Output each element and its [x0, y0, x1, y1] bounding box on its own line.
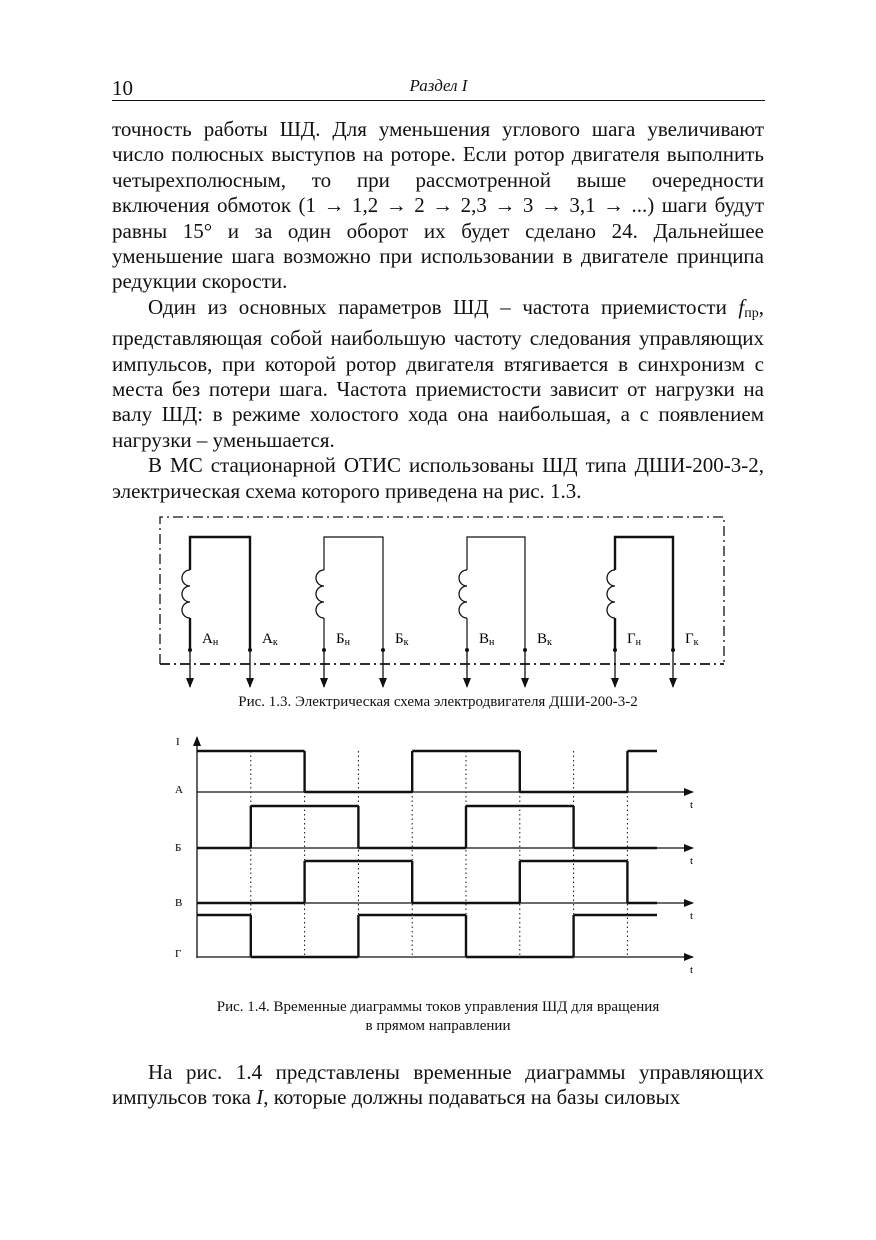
winding-start-label: Гн [627, 631, 642, 648]
current-axis-label: I [176, 736, 180, 748]
figure-1-3-caption: Рис. 1.3. Электрическая схема электродвигателя ДШИ-200-3-2 [238, 694, 638, 710]
winding-start-label: Вн [479, 631, 495, 648]
paragraph-4-end: , которые должны подаваться на базы силовых [263, 1085, 681, 1110]
series-label: Г [175, 948, 182, 960]
body-text-continued [112, 1060, 764, 1111]
winding-end-label: Вк [537, 631, 552, 648]
series-3 [175, 861, 693, 922]
figure-1-4-caption-line-1: Рис. 1.4. Временные диаграммы токов управления ШД для вращения [216, 999, 660, 1015]
section-title: Раздел I [409, 76, 468, 95]
series-label: А [175, 784, 183, 796]
time-axis-label: t [690, 910, 694, 922]
time-axis-label: t [690, 855, 694, 867]
winding-end-label: Гк [685, 631, 699, 648]
time-axis-label: t [690, 964, 694, 976]
symbol-i: I [256, 1085, 264, 1110]
paragraph-4-start: На рис. 1.4 представлены временные диаграммы управляющих импульсов тока [112, 1060, 764, 1110]
phase-gridlines [251, 751, 628, 958]
time-axis-label: t [690, 799, 694, 811]
winding-start-label: Ан [202, 631, 219, 648]
symbol-f: f [738, 294, 745, 319]
series-4 [175, 915, 693, 976]
winding-start-label: Бн [336, 631, 350, 648]
paragraph-3: В МС стационарной ОТИС использованы ШД типа ДШИ-200-3-2, электрическая схема которого приведена на рис. 1.3. [112, 453, 764, 503]
series-label: В [175, 897, 183, 909]
winding-end-label: Бк [395, 631, 409, 648]
winding-end-label: Ак [262, 631, 278, 648]
figure-1-4-caption-line-2: в прямом направлении [365, 1017, 511, 1034]
symbol-f-subscript: пр [744, 305, 759, 321]
paragraph-2-end: , представляющая собой наибольшую частоту следования управляющих импульсов, при которой ротор двигателя втягивается в синхронизм с места без потери шага. Частота приемистости зависит от нагрузки на валу ШД: в режиме холостого хода она наибольшая, а с появлением нагрузки – уменьшается. [112, 294, 764, 452]
page-number: 10 [112, 76, 133, 100]
paragraph-4 [112, 1060, 764, 1111]
series-2 [175, 806, 693, 867]
paragraph-1: точность работы ШД. Для уменьшения углового шага увеличивают число полюсных выступов на роторе. Если ротор двигателя выполнить четырехполюсным, то при рассмотренной выше очередности включения обмоток (1 → 1,2 → 2 → 2,3 → 3 → 3,1 → ...) шаги будут равны 15° и за один оборот их будет сделано 24. Дальнейшее уменьшение шага возможно при использовании в двигателе принципа редукции скорости. [112, 117, 764, 294]
chart-plot [175, 751, 693, 976]
paragraph-2-start: Один из основных параметров ШД – частота приемистости [148, 294, 739, 319]
series-label: Б [175, 842, 182, 854]
series-1 [175, 751, 693, 811]
figure-1-4-caption [112, 998, 764, 1035]
